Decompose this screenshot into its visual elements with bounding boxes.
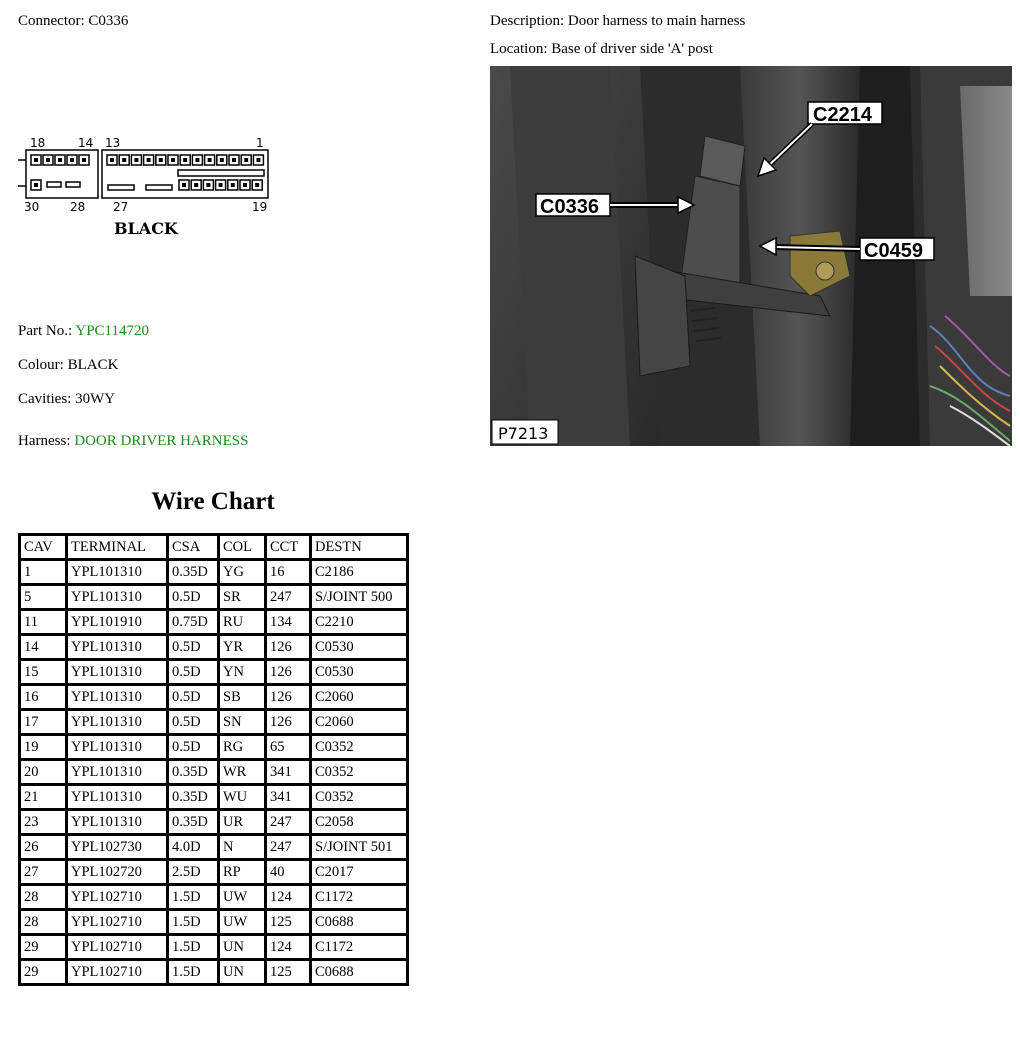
colour-label: Colour: (18, 357, 64, 373)
table-row (20, 885, 408, 910)
right-bottom-cavities (179, 180, 262, 190)
cell-cav: 23 (20, 810, 67, 835)
cell-csa: 0.5D (168, 735, 219, 760)
colour-value: BLACK (67, 357, 119, 373)
wire-chart-header-row (20, 535, 408, 560)
cell-terminal: YPL101310 (67, 560, 168, 585)
cell-destn: C1172 (311, 885, 408, 910)
cell-cav: 29 (20, 960, 67, 985)
harness-label: Harness: (18, 433, 71, 449)
description-value: Door harness to main harness (567, 13, 746, 29)
pin-label-14: 14 (78, 136, 94, 150)
cell-csa: 1.5D (168, 960, 219, 985)
cell-csa: 0.5D (168, 685, 219, 710)
cell-terminal: YPL102710 (67, 885, 168, 910)
cell-cct: 126 (266, 685, 311, 710)
location-photo-svg (490, 66, 1012, 446)
table-row (20, 635, 408, 660)
description-line (490, 12, 745, 30)
cell-destn: C2017 (311, 860, 408, 885)
table-row (20, 860, 408, 885)
cell-csa: 1.5D (168, 885, 219, 910)
cell-csa: 2.5D (168, 860, 219, 885)
cell-terminal: YPL101310 (67, 710, 168, 735)
cell-cct: 247 (266, 810, 311, 835)
table-row (20, 660, 408, 685)
col-header-destn: DESTN (311, 535, 408, 560)
cell-cav: 17 (20, 710, 67, 735)
wire-chart-body (20, 560, 408, 985)
harness-line (18, 432, 248, 450)
cell-csa: 0.5D (168, 710, 219, 735)
cell-col: WR (219, 760, 266, 785)
table-row (20, 910, 408, 935)
cell-col: YN (219, 660, 266, 685)
cell-cav: 29 (20, 935, 67, 960)
description-label: Description: (490, 13, 565, 29)
cell-csa: 0.5D (168, 635, 219, 660)
cell-terminal: YPL101310 (67, 635, 168, 660)
cell-destn: C0688 (311, 960, 408, 985)
cell-terminal: YPL101310 (67, 585, 168, 610)
colour-line (18, 356, 118, 374)
cell-cct: 125 (266, 910, 311, 935)
cell-cav: 27 (20, 860, 67, 885)
cell-csa: 0.35D (168, 810, 219, 835)
cell-cav: 1 (20, 560, 67, 585)
cell-col: UN (219, 960, 266, 985)
connector-right-block (102, 150, 268, 198)
cell-col: SN (219, 710, 266, 735)
table-row (20, 610, 408, 635)
part-number-label: Part No.: (18, 323, 73, 339)
connector-left-block (26, 150, 98, 198)
left-top-cavity-cores (34, 158, 86, 162)
cell-csa: 0.75D (168, 610, 219, 635)
harness-link[interactable]: DOOR DRIVER HARNESS (74, 433, 249, 449)
table-row (20, 585, 408, 610)
cell-destn: C2060 (311, 685, 408, 710)
cell-cct: 126 (266, 635, 311, 660)
cell-csa: 0.35D (168, 560, 219, 585)
table-row (20, 785, 408, 810)
cell-cct: 247 (266, 835, 311, 860)
cell-col: RU (219, 610, 266, 635)
connector-pinout-svg (18, 134, 278, 240)
connector-pinout-diagram (18, 134, 278, 240)
location-value: Base of driver side 'A' post (551, 41, 713, 57)
cell-col: UW (219, 910, 266, 935)
location-line (490, 40, 713, 58)
table-row (20, 760, 408, 785)
cell-destn: C0688 (311, 910, 408, 935)
table-row (20, 835, 408, 860)
pin-label-13: 13 (105, 136, 121, 150)
cell-cav: 5 (20, 585, 67, 610)
cell-csa: 1.5D (168, 910, 219, 935)
wire-chart-title: Wire Chart (151, 488, 275, 515)
cell-destn: C0530 (311, 660, 408, 685)
pin-label-27: 27 (113, 200, 129, 214)
pin-label-18: 18 (30, 136, 46, 150)
cavities-label: Cavities: (18, 391, 72, 407)
callout-c2214-text: C2214 (813, 104, 872, 126)
cell-col: WU (219, 785, 266, 810)
table-row (20, 960, 408, 985)
connector-id: C0336 (88, 13, 129, 29)
cavities-value: 30WY (75, 391, 116, 407)
table-row (20, 810, 408, 835)
cell-destn: C2058 (311, 810, 408, 835)
part-number-line (18, 322, 149, 340)
table-row (20, 735, 408, 760)
cell-col: SR (219, 585, 266, 610)
connector-label: Connector: (18, 13, 85, 29)
col-header-terminal: TERMINAL (67, 535, 168, 560)
cell-cct: 40 (266, 860, 311, 885)
cell-cav: 28 (20, 910, 67, 935)
cell-destn: C2186 (311, 560, 408, 585)
cell-col: UR (219, 810, 266, 835)
cell-cct: 247 (266, 585, 311, 610)
cell-terminal: YPL101310 (67, 760, 168, 785)
table-row (20, 935, 408, 960)
cell-cct: 125 (266, 960, 311, 985)
cell-cav: 21 (20, 785, 67, 810)
cell-cav: 19 (20, 735, 67, 760)
cell-cct: 16 (266, 560, 311, 585)
cell-terminal: YPL101310 (67, 660, 168, 685)
cell-terminal: YPL101310 (67, 785, 168, 810)
pin-label-28: 28 (70, 200, 86, 214)
photo-reference: P7213 (498, 424, 549, 443)
cell-cav: 15 (20, 660, 67, 685)
cell-destn: C1172 (311, 935, 408, 960)
cell-col: UN (219, 935, 266, 960)
cell-terminal: YPL102730 (67, 835, 168, 860)
cell-col: N (219, 835, 266, 860)
cell-cct: 126 (266, 660, 311, 685)
table-row (20, 710, 408, 735)
cell-terminal: YPL101910 (67, 610, 168, 635)
cell-csa: 0.35D (168, 785, 219, 810)
cell-col: RP (219, 860, 266, 885)
cell-cct: 341 (266, 785, 311, 810)
connector-colour-caption: BLACK (114, 219, 178, 238)
cell-col: UW (219, 885, 266, 910)
cell-csa: 0.35D (168, 760, 219, 785)
cell-cav: 16 (20, 685, 67, 710)
cell-csa: 0.5D (168, 585, 219, 610)
cell-terminal: YPL102720 (67, 860, 168, 885)
left-bottom-cavities (31, 180, 80, 190)
cell-destn: C0530 (311, 635, 408, 660)
cell-cav: 28 (20, 885, 67, 910)
right-top-cavities (107, 155, 263, 165)
cell-cct: 126 (266, 710, 311, 735)
cell-destn: C2060 (311, 710, 408, 735)
cell-cct: 134 (266, 610, 311, 635)
cell-terminal: YPL102710 (67, 960, 168, 985)
wire-chart-table (18, 533, 409, 986)
cell-col: SB (219, 685, 266, 710)
cell-destn: C2210 (311, 610, 408, 635)
cell-destn: S/JOINT 500 (311, 585, 408, 610)
callout-c0459-text: C0459 (864, 240, 923, 262)
cell-terminal: YPL101310 (67, 685, 168, 710)
pin-label-1: 1 (256, 136, 264, 150)
table-row (20, 560, 408, 585)
cell-col: YR (219, 635, 266, 660)
cell-terminal: YPL101310 (67, 735, 168, 760)
cavities-line (18, 390, 115, 408)
col-header-cav: CAV (20, 535, 67, 560)
col-header-cct: CCT (266, 535, 311, 560)
cell-csa: 1.5D (168, 935, 219, 960)
cell-cav: 26 (20, 835, 67, 860)
cell-cct: 65 (266, 735, 311, 760)
cell-cav: 11 (20, 610, 67, 635)
cell-destn: C0352 (311, 785, 408, 810)
cell-terminal: YPL102710 (67, 910, 168, 935)
part-number-link[interactable]: YPC114720 (75, 323, 149, 339)
cell-destn: C0352 (311, 735, 408, 760)
cell-csa: 4.0D (168, 835, 219, 860)
cell-cav: 20 (20, 760, 67, 785)
cell-csa: 0.5D (168, 660, 219, 685)
cell-col: YG (219, 560, 266, 585)
col-header-csa: CSA (168, 535, 219, 560)
col-header-col: COL (219, 535, 266, 560)
cell-destn: S/JOINT 501 (311, 835, 408, 860)
pin-label-19: 19 (252, 200, 268, 214)
cell-cct: 124 (266, 885, 311, 910)
location-label: Location: (490, 41, 548, 57)
callout-c0336-text: C0336 (540, 196, 599, 218)
cell-col: RG (219, 735, 266, 760)
cell-destn: C0352 (311, 760, 408, 785)
table-row (20, 685, 408, 710)
connector-heading (18, 12, 128, 30)
cell-cav: 14 (20, 635, 67, 660)
cell-cct: 124 (266, 935, 311, 960)
cell-terminal: YPL101310 (67, 810, 168, 835)
cell-terminal: YPL102710 (67, 935, 168, 960)
location-photo (490, 66, 1012, 446)
pin-label-30: 30 (24, 200, 40, 214)
cell-cct: 341 (266, 760, 311, 785)
